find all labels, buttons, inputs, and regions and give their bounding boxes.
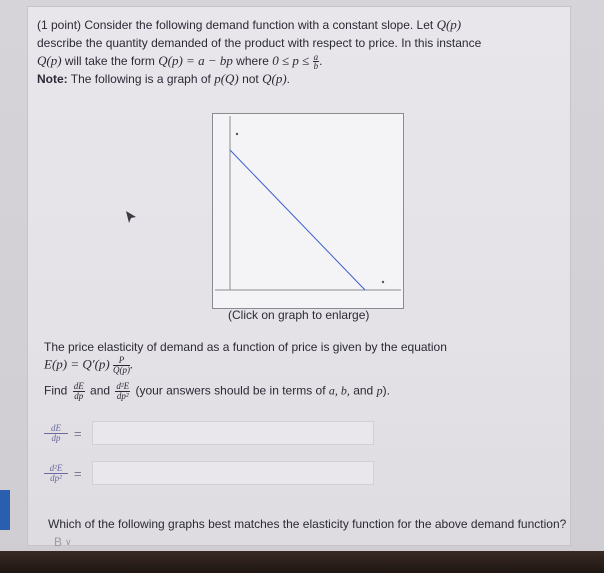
x-intercept-marker [382,281,384,283]
demand-graph-svg [213,114,403,308]
intro-mid-text: describe the quantity demanded of the product with respect to price. In this instance [37,36,482,50]
note-p-of-q: p(Q) [214,71,239,87]
mouse-cursor-icon [124,210,138,224]
hint-p: p [376,383,383,398]
bottom-bezel [0,551,604,573]
intro-text: (1 point) Consider the following demand function with a constant slope. Let [37,18,437,32]
note-not: not [238,72,263,87]
form-text: will take the form [61,54,159,68]
hint-suffix: ). [382,383,390,398]
note-text: The following is a graph of [67,72,215,87]
problem-panel [27,6,571,549]
answer-row-second-derivative [44,461,374,485]
graph-choice-value: B [54,535,63,549]
answer-lhs-first: $\frac{dE}{dp}$ [44,424,68,443]
elasticity-lhs: E(p) = Q′(p) [44,356,110,372]
graph-choice-select[interactable] [54,533,72,552]
find-label: Find [44,383,68,398]
find-and: and [90,383,111,398]
first-derivative-fraction: $\frac{dE}{dp}$ [73,381,84,401]
note-label: Note: [37,72,68,87]
find-instruction [44,382,390,401]
range-equation: 0 ≤ p ≤ [272,53,310,68]
where-text: where [232,54,273,68]
elasticity-sentence: The price elasticity of demand as a function of price is given by the equation [44,340,447,354]
second-derivative-fraction: $\frac{\text{d²E}}{\text{dp²}}$ [116,381,130,401]
which-graph-question [48,515,568,552]
hint-prefix: (your answers should be in terms of [135,383,329,398]
answer-row-first-derivative [44,421,374,445]
hint-vars: a, b, [328,383,350,398]
left-edge-strip [0,490,10,530]
q-of-p-2: Q(p) [37,53,62,68]
hint-and: and [349,383,377,398]
chevron-down-icon: ∨ [65,537,72,547]
demand-graph[interactable] [212,113,404,309]
answer-lhs-second: $\frac{\text{d²E}}{\text{dp²}}$ [44,464,68,483]
equals-sign: = [74,425,82,441]
demand-line [230,150,365,290]
y-intercept-marker [236,133,238,135]
problem-statement: (1 point) Consider the following demand function with a constant slope. Let Q(p) describe the quantity demanded of the product with respect to price. In this instance Q(p) will take the form Q(p) = a − bp where 0 ≤ p ≤ $\frac{a}{b}$ . Note: The following is a graph of p(Q) not Q(p). [37,17,482,87]
a-over-b-fraction: $\frac{a}{b}$ [313,52,319,72]
q-of-p: Q(p) [436,17,462,32]
second-derivative-answer-input[interactable] [92,461,374,485]
equals-sign: = [74,465,82,481]
note-end: . [286,72,290,87]
first-derivative-answer-input[interactable] [92,421,374,445]
note-q-of-p: Q(p) [262,71,287,87]
which-text: Which of the following graphs best matches the elasticity function for the above demand function? [48,517,567,531]
elasticity-equation [44,356,133,375]
graph-caption[interactable]: (Click on graph to enlarge) [228,308,370,322]
elasticity-end: . [130,356,134,372]
p-over-q-fraction: $\frac{P}{Q(p)}$ [113,355,131,375]
form-equation: Q(p) = a − bp [158,53,233,68]
